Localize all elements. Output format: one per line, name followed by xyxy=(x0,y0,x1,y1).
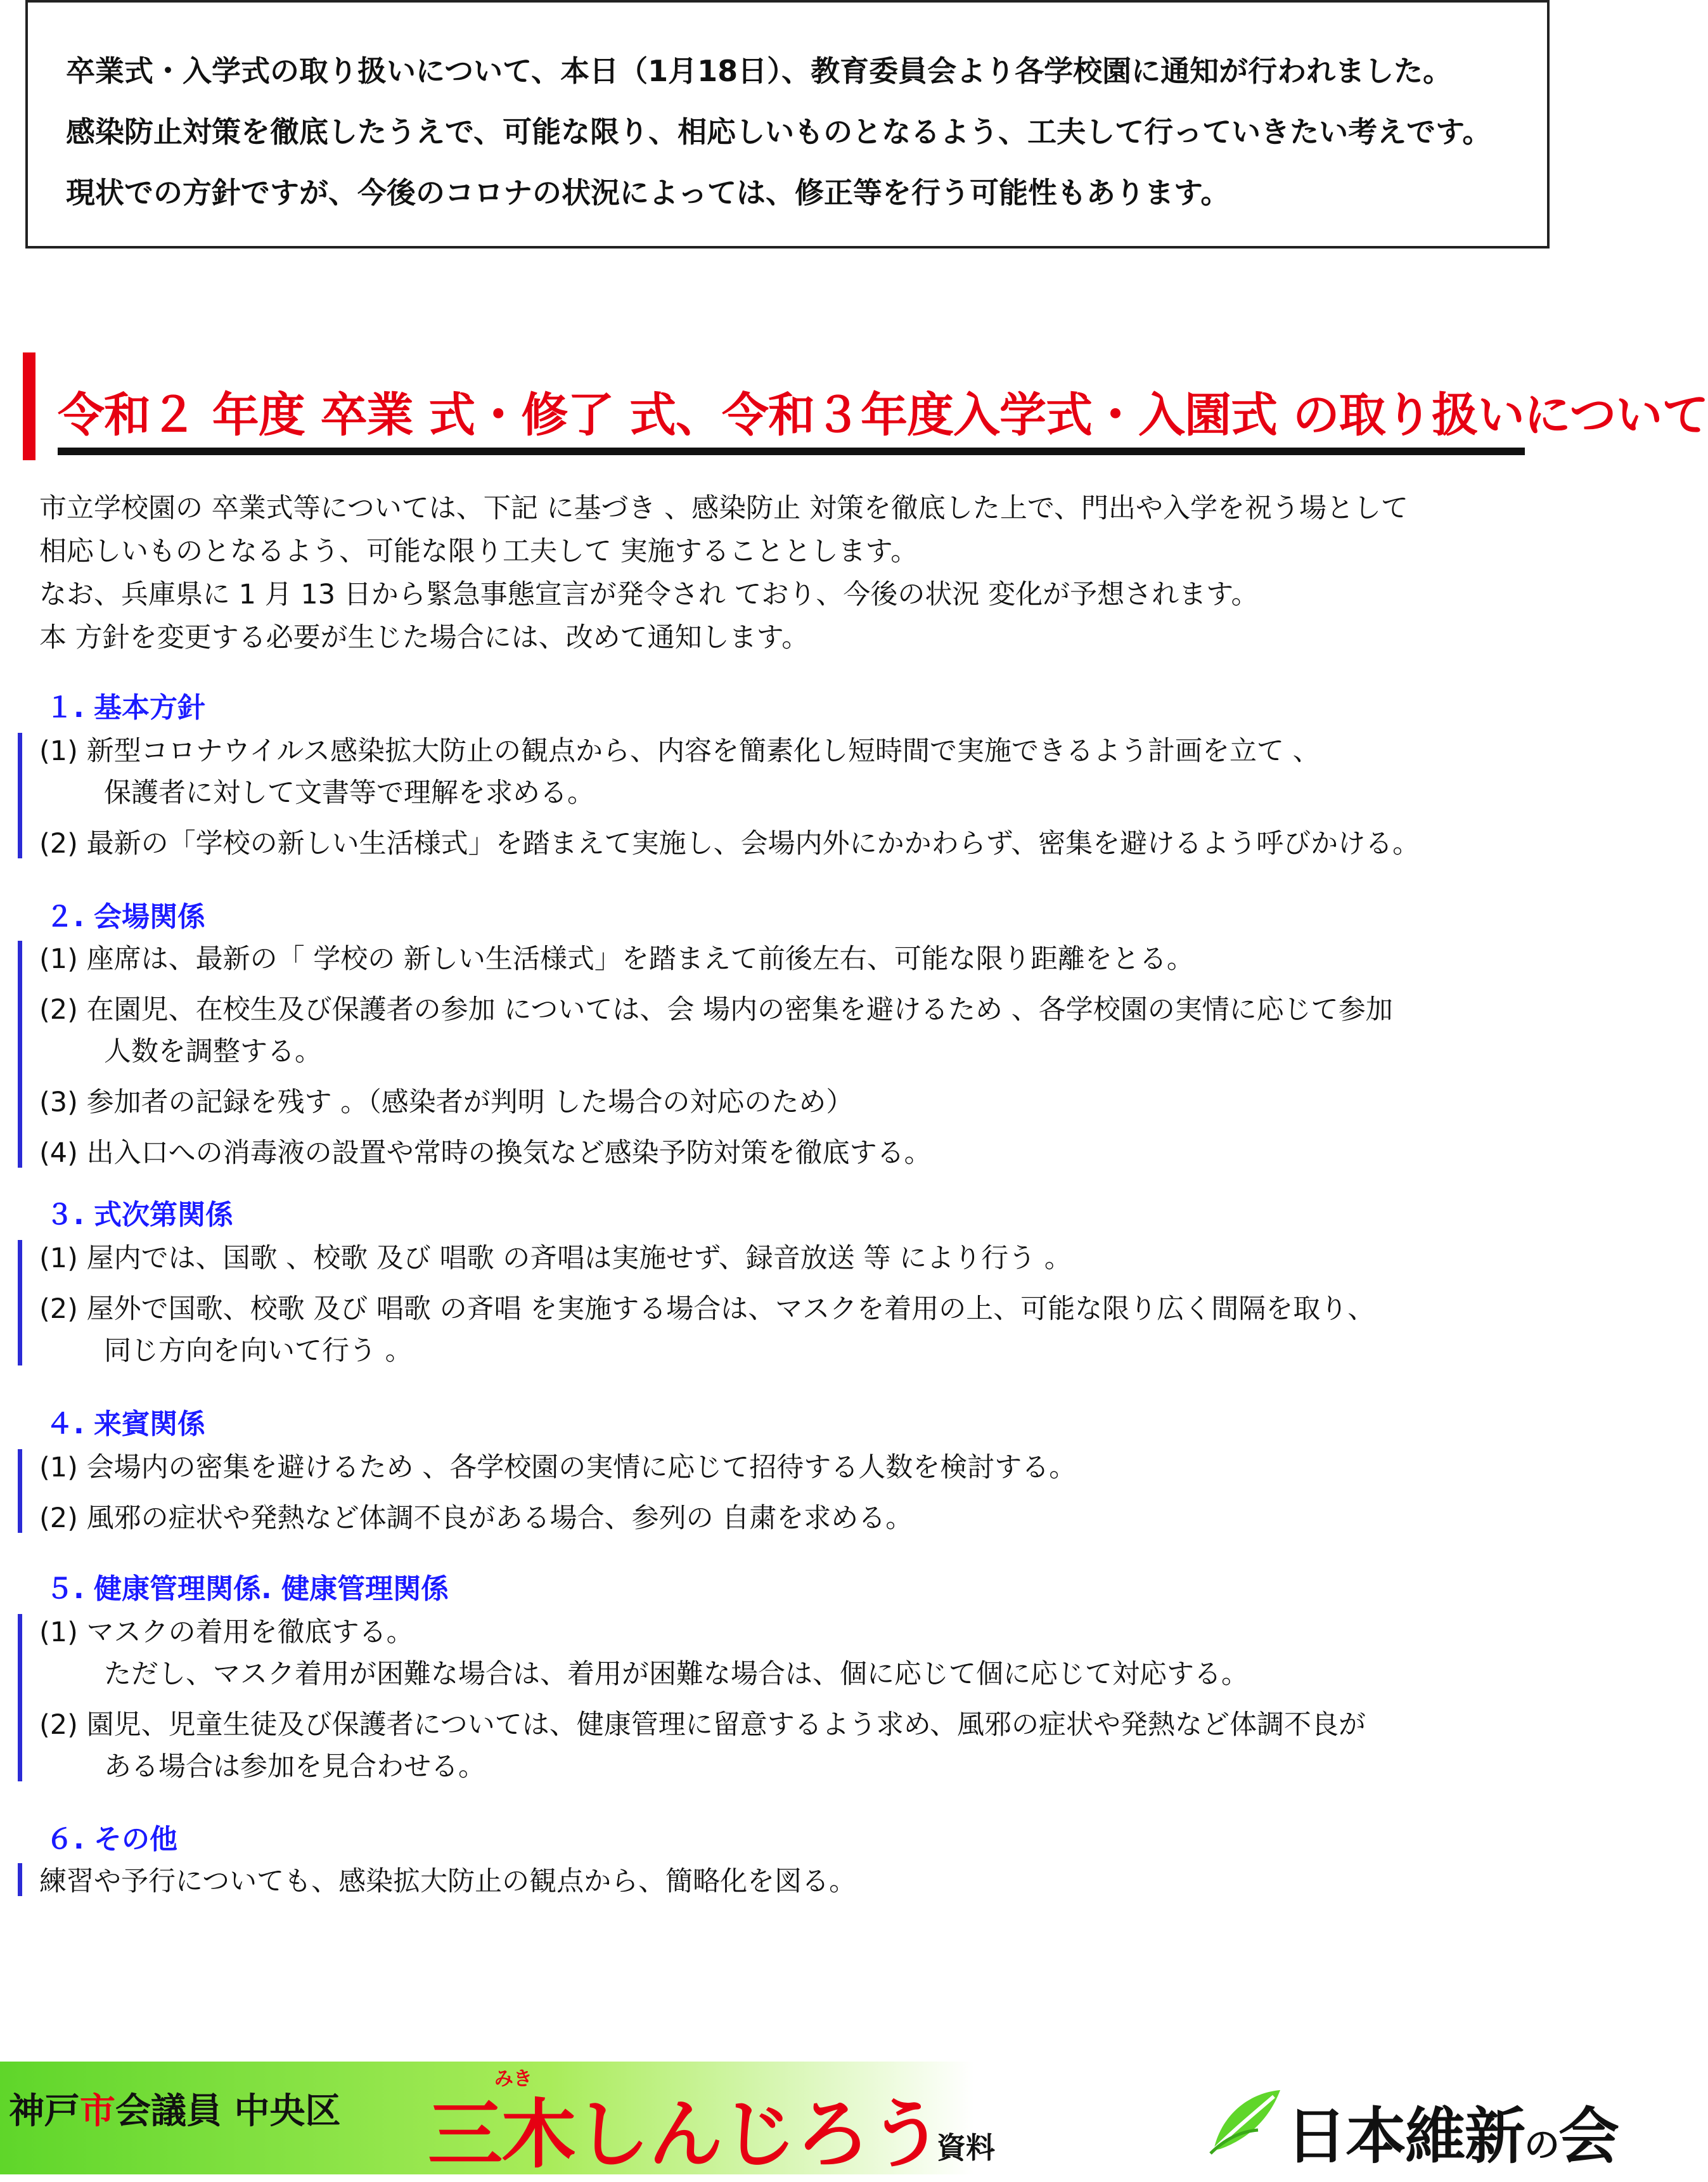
notice-box xyxy=(25,0,1550,249)
footer-city: 神戸 xyxy=(9,2091,80,2132)
footer-affiliation xyxy=(9,2083,341,2134)
intro-paragraph xyxy=(39,487,1548,659)
footer-role: 会議員 中央区 xyxy=(115,2091,341,2132)
footer-name: 三木しんじろう xyxy=(428,2091,943,2178)
page-title: 令和２ 年度 卒業 式・修了 式、令和３年度入学式・入園式 の取り扱いについて xyxy=(58,388,1708,442)
item-continuation: 人数を調整する。 xyxy=(104,1036,322,1068)
footer-doc-label: 資料 xyxy=(937,2131,995,2165)
item-text: (4) 出入口への消毒液の設置や常時の換気など感染予防対策を徹底する。 xyxy=(39,1137,932,1169)
intro-line: 相応しいものとなるよう、可能な限り工夫して 実施することとします。 xyxy=(39,536,918,567)
list-item xyxy=(18,1081,1551,1123)
item-continuation: ただし、マスク着用が困難な場合は、着用が困難な場合は、個に応じて個に応じて対応する。 xyxy=(104,1658,1249,1690)
title-accent-bar xyxy=(23,352,35,460)
item-continuation: 保護者に対して文書等で理解を求める。 xyxy=(104,777,594,809)
section-heading-basic-policy: １. 基本方針 xyxy=(46,692,206,724)
list-item xyxy=(18,1132,1551,1174)
party-name xyxy=(1286,2088,1618,2175)
section-items-health xyxy=(18,1611,1551,1788)
item-text: (1) 新型コロナウイルス感染拡大防止の観点から、内容を簡素化し短時間で実施できるよう計画を立て 、 xyxy=(39,735,1320,767)
footer-name-ruby: みき xyxy=(494,2068,532,2090)
item-text: (1) マスクの着用を徹底する。 xyxy=(39,1617,414,1648)
party-name-main: 日本維新 xyxy=(1286,2101,1524,2172)
list-item xyxy=(18,989,1551,1073)
section-items-other xyxy=(18,1861,1551,1902)
list-item xyxy=(18,1611,1551,1695)
item-text: 練習や予行についても、感染拡大防止の観点から、簡略化を図る。 xyxy=(39,1866,857,1897)
section-heading-health: ５. 健康管理関係. 健康管理関係 xyxy=(46,1573,449,1605)
list-item xyxy=(18,938,1551,980)
footer-city-mark: 市 xyxy=(80,2091,115,2132)
list-item xyxy=(18,1288,1551,1372)
footer xyxy=(0,2062,1618,2178)
list-item xyxy=(18,1861,1551,1902)
party-logo xyxy=(1207,2084,1618,2172)
item-text: (2) 最新の「学校の新しい生活様式」を踏まえて実施し、会場内外にかかわらず、密集を避けるよう呼びかける。 xyxy=(39,828,1420,860)
title-underline xyxy=(58,448,1525,455)
notice-line: 現状での方針ですが、今後のコロナの状況によっては、修正等を行う可能性もあります。 xyxy=(66,176,1230,210)
item-text: (1) 座席は、最新の「 学校の 新しい生活様式」を踏まえて前後左右、可能な限り距離をとる。 xyxy=(39,943,1194,975)
intro-line: 本 方針を変更する必要が生じた場合には、改めて通知します。 xyxy=(39,622,809,654)
section-heading-guests: ４. 来賓関係 xyxy=(46,1408,206,1440)
leaf-icon xyxy=(1207,2087,1283,2157)
section-heading-other: ６. その他 xyxy=(46,1823,178,1856)
list-item xyxy=(18,1704,1551,1788)
section-heading-venue: ２. 会場関係 xyxy=(46,901,206,933)
item-continuation: ある場合は参加を見合わせる。 xyxy=(104,1751,485,1783)
list-item xyxy=(18,730,1551,814)
intro-line: 市立学校園の 卒業式等については、下記 に基づき 、感染防止 対策を徹底した上で、門出や入学を祝う場として xyxy=(39,493,1408,524)
page-title-block xyxy=(23,352,1708,460)
list-item xyxy=(18,823,1551,865)
item-text: (2) 園児、児童生徒及び保護者については、健康管理に留意するよう求め、風邪の症状や発熱など体調不良が xyxy=(39,1709,1366,1741)
section-items-basic-policy xyxy=(18,730,1551,865)
section-items-venue xyxy=(18,938,1551,1174)
party-name-no: の xyxy=(1524,2125,1558,2166)
item-text: (2) 在園児、在校生及び保護者の参加 については、会 場内の密集を避けるため 、各学校園の実情に応じて参加 xyxy=(39,994,1393,1026)
section-items-program xyxy=(18,1237,1551,1372)
notice-line: 卒業式・入学式の取り扱いについて、本日（1月18日）、教育委員会より各学校園に通知が行われました。 xyxy=(66,54,1453,88)
item-continuation: 同じ方向を向いて行う 。 xyxy=(104,1335,413,1367)
section-items-guests xyxy=(18,1447,1551,1539)
section-heading-program: ３. 式次第関係 xyxy=(46,1199,234,1231)
party-name-end: 会 xyxy=(1558,2101,1618,2172)
item-text: (2) 屋外で国歌、校歌 及び 唱歌 の斉唱 を実施する場合は、マスクを着用の上、可能な限り広く間隔を取り、 xyxy=(39,1293,1375,1325)
notice-line: 感染防止対策を徹底したうえで、可能な限り、相応しいものとなるよう、工夫して行っていきたい考えです。 xyxy=(66,115,1492,149)
list-item xyxy=(18,1447,1551,1488)
item-text: (2) 風邪の症状や発熱など体調不良がある場合、参列の 自粛を求める。 xyxy=(39,1502,913,1534)
list-item xyxy=(18,1497,1551,1539)
item-text: (1) 会場内の密集を避けるため 、各学校園の実情に応じて招待する人数を検討する。 xyxy=(39,1452,1077,1483)
intro-line: なお、兵庫県に 1 月 13 日から緊急事態宣言が発令され ており、今後の状況 変化が予想されます。 xyxy=(39,579,1259,610)
list-item xyxy=(18,1237,1551,1279)
item-text: (3) 参加者の記録を残す 。（感染者が判明 した場合の対応のため） xyxy=(39,1087,854,1118)
item-text: (1) 屋内では、国歌 、校歌 及び 唱歌 の斉唱は実施せず、録音放送 等 により行う 。 xyxy=(39,1243,1072,1274)
